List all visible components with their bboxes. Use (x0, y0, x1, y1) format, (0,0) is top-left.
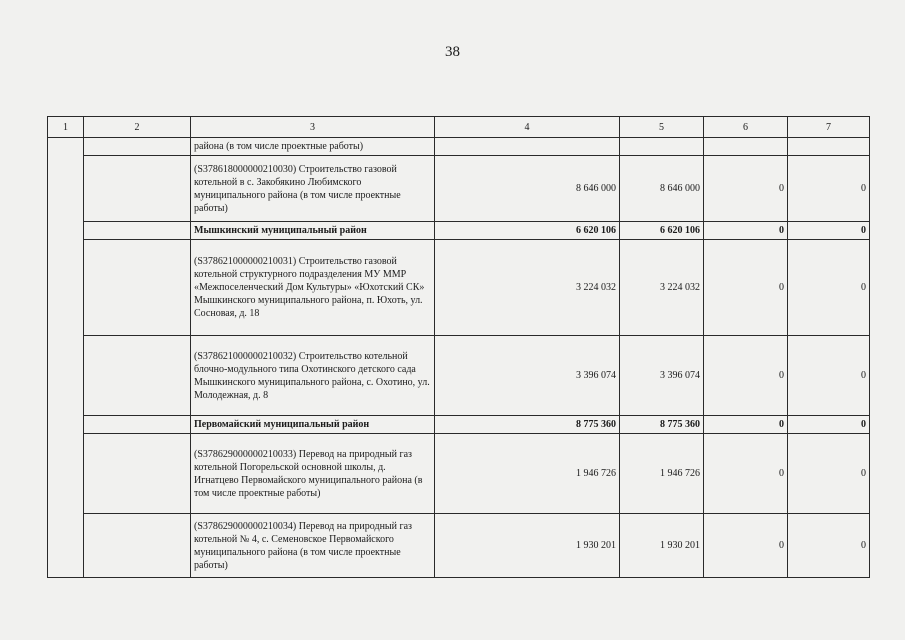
amount-cell: 0 (788, 434, 870, 514)
amount-cell: 8 646 000 (620, 156, 704, 222)
amount-cell: 0 (788, 336, 870, 416)
header-cell: 3 (191, 117, 435, 138)
amount-cell (788, 138, 870, 156)
amount-cell: 0 (704, 434, 788, 514)
district-name: Мышкинский муниципальный район (191, 222, 435, 240)
amount-cell: 3 224 032 (620, 240, 704, 336)
description-cell: района (в том числе проектные работы) (191, 138, 435, 156)
amount-cell: 1 930 201 (435, 514, 620, 578)
col2-cell (84, 138, 191, 156)
amount-cell: 1 946 726 (620, 434, 704, 514)
header-cell: 7 (788, 117, 870, 138)
amount-cell: 0 (704, 416, 788, 434)
table-row (48, 336, 870, 416)
amount-cell: 6 620 106 (620, 222, 704, 240)
amount-cell (704, 138, 788, 156)
amount-cell: 0 (704, 156, 788, 222)
table-row (48, 514, 870, 578)
amount-cell: 3 396 074 (435, 336, 620, 416)
amount-cell: 0 (704, 336, 788, 416)
amount-cell: 0 (788, 416, 870, 434)
page-number: 38 (445, 44, 460, 60)
district-total-row (48, 222, 870, 240)
col2-cell (84, 156, 191, 222)
col2-cell (84, 336, 191, 416)
table-row (48, 138, 870, 156)
table-row (48, 156, 870, 222)
amount-cell: 8 775 360 (620, 416, 704, 434)
table-header-row (48, 117, 870, 138)
header-cell: 6 (704, 117, 788, 138)
amount-cell: 0 (788, 514, 870, 578)
col2-cell (84, 434, 191, 514)
description-cell: (S378629000000210033) Перевод на природный газ котельной Погорельской основной школы, д. Игнатцево Первомайского муниципального района (в том числе проектные работы) (191, 434, 435, 514)
amount-cell: 0 (704, 240, 788, 336)
table-row (48, 240, 870, 336)
district-name: Первомайский муниципальный район (191, 416, 435, 434)
amount-cell: 3 224 032 (435, 240, 620, 336)
col2-cell (84, 416, 191, 434)
amount-cell: 1 930 201 (620, 514, 704, 578)
amount-cell: 1 946 726 (435, 434, 620, 514)
header-cell: 4 (435, 117, 620, 138)
amount-cell: 0 (788, 156, 870, 222)
amount-cell: 8 646 000 (435, 156, 620, 222)
budget-table (47, 116, 870, 578)
description-cell: (S378621000000210031) Строительство газовой котельной структурного подразделения МУ ММР «Межпоселенческий Дом Культуры» «Юхотский СК» Мышкинского муниципального района, п. Юхоть, ул. Сосновая, д. 18 (191, 240, 435, 336)
col1-merged-cell (48, 138, 84, 578)
table-row (48, 434, 870, 514)
header-cell: 2 (84, 117, 191, 138)
amount-cell: 0 (788, 222, 870, 240)
amount-cell: 8 775 360 (435, 416, 620, 434)
amount-cell (620, 138, 704, 156)
amount-cell: 3 396 074 (620, 336, 704, 416)
header-cell: 1 (48, 117, 84, 138)
description-cell: (S378618000000210030) Строительство газовой котельной в с. Закобякино Любимского муниципального района (в том числе проектные работы) (191, 156, 435, 222)
district-total-row (48, 416, 870, 434)
description-cell: (S378629000000210034) Перевод на природный газ котельной № 4, с. Семеновское Первомайского муниципального района (в том числе проектные работы) (191, 514, 435, 578)
description-cell: (S378621000000210032) Строительство котельной блочно-модульного типа Охотинского детского сада Мышкинского муниципального района, с. Охотино, ул. Молодежная, д. 8 (191, 336, 435, 416)
col2-cell (84, 222, 191, 240)
amount-cell: 0 (788, 240, 870, 336)
amount-cell (435, 138, 620, 156)
amount-cell: 6 620 106 (435, 222, 620, 240)
col2-cell (84, 514, 191, 578)
header-cell: 5 (620, 117, 704, 138)
amount-cell: 0 (704, 222, 788, 240)
col2-cell (84, 240, 191, 336)
amount-cell: 0 (704, 514, 788, 578)
